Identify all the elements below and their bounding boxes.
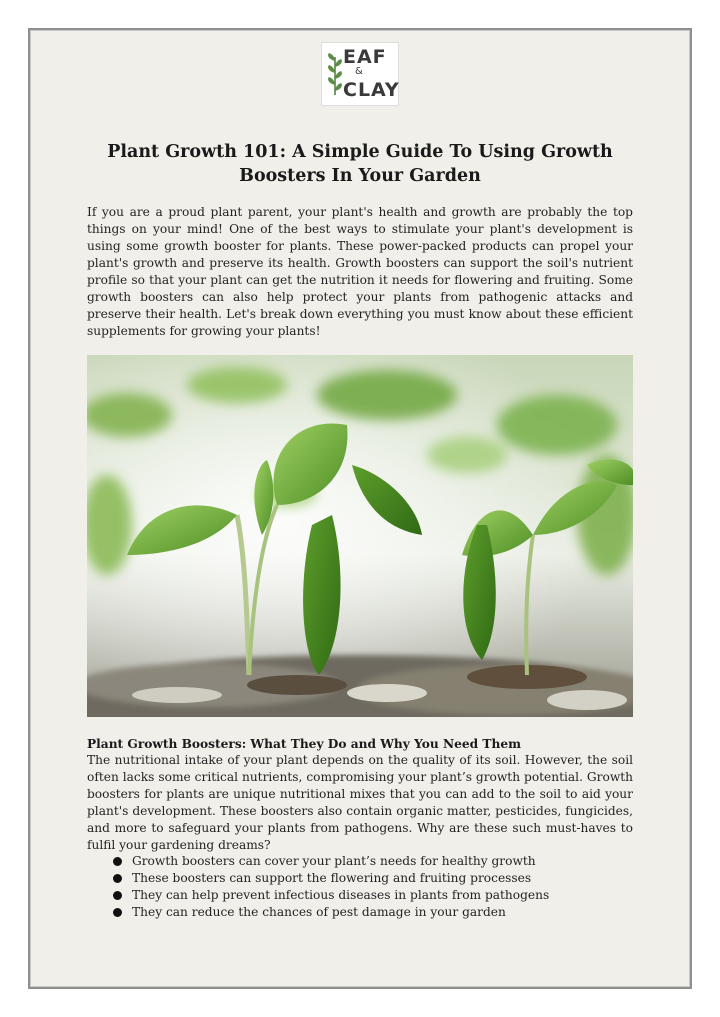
- seedlings-photo: [87, 355, 633, 717]
- bullet-icon: [113, 908, 122, 917]
- list-item-text: They can help prevent infectious diseases in plants from pathogens: [132, 888, 550, 902]
- leaf-and-clay-logo[interactable]: [321, 42, 399, 106]
- section-paragraph: The nutritional intake of your plant depends on the quality of its soil. However, the soil often lacks some critical nutrients, compromising your plant’s growth potential. Growth boosters for plants are unique nutritional mixes that you can add to the soil to aid your plant's development. These boosters also contain organic matter, pesticides, fungicides, and more to safeguard your plants from pathogens. Why are these such must-haves to fulfil your gardening dreams?: [87, 753, 633, 852]
- list-item: [110, 887, 549, 904]
- document-page: [28, 28, 692, 989]
- intro-paragraph: If you are a proud plant parent, your plant's health and growth are probably the top things on your mind! One of the best ways to stimulate your plant's development is using some growth booster for plants. These power-packed products can propel your plant's growth and preserve its health. Growth boosters can support the soil's nutrient profile so that your plant can get the nutrition it needs for flowering and fruiting. Some growth boosters can also help protect your plants from pathogenic attacks and preserve their health. Let's break down everything you must know about these efficient supplements for growing your plants!: [87, 205, 633, 338]
- logo-text-bottom: CLAY: [343, 79, 400, 101]
- logo-ampersand: &: [355, 66, 363, 77]
- page-title: Plant Growth 101: A Simple Guide To Using Growth Boosters In Your Garden: [107, 142, 613, 186]
- bullet-icon: [113, 857, 122, 866]
- bullet-icon: [113, 874, 122, 883]
- list-item: [110, 870, 549, 887]
- benefits-list: [110, 853, 549, 921]
- list-item: [110, 904, 549, 921]
- bullet-icon: [113, 891, 122, 900]
- list-item-text: They can reduce the chances of pest damage in your garden: [132, 905, 506, 919]
- list-item-text: Growth boosters can cover your plant’s needs for healthy growth: [132, 854, 536, 868]
- list-item-text: These boosters can support the flowering and fruiting processes: [132, 871, 532, 885]
- leaf-icon: [326, 51, 344, 97]
- logo-text-top: EAF: [343, 46, 387, 68]
- seedlings-illustration: [87, 355, 633, 717]
- section-heading: Plant Growth Boosters: What They Do and Why You Need Them: [87, 737, 521, 751]
- list-item: [110, 853, 549, 870]
